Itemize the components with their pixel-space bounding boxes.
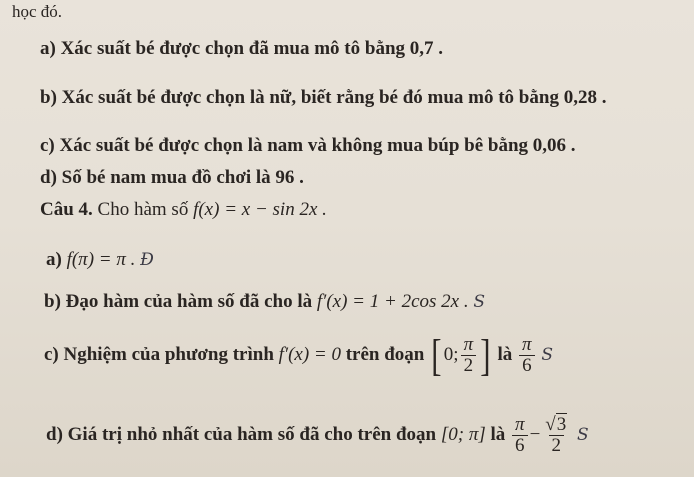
q4-c-answer-fraction [519, 335, 535, 376]
handwritten-mark-c: S [541, 345, 553, 365]
minus-sign: − [529, 424, 541, 445]
item-d [40, 166, 304, 190]
left-bracket: [ [431, 330, 442, 380]
q4-b-label: b) [44, 291, 61, 312]
fraction-numerator: π [463, 334, 474, 356]
item-d-text: Số bé nam mua đồ chơi là 96 . [61, 167, 304, 188]
sqrt-radicand: 3 [556, 414, 567, 436]
fraction-denominator: 2 [461, 355, 477, 376]
fraction-denominator: 2 [549, 435, 565, 456]
item-a-label: a) [40, 38, 56, 59]
fraction-numerator-sqrt [542, 415, 570, 435]
item-b-text: Xác suất bé được chọn là nữ, biết rằng bé đó mua mô tô bằng 0,28 . [61, 87, 607, 108]
handwritten-mark-a: Đ [140, 250, 154, 270]
q4-c-equation: f′(x) = 0 [278, 344, 341, 365]
fraction-denominator: 6 [512, 435, 528, 456]
q4-d-answer-fraction-1 [512, 415, 528, 456]
q4-d-text: Giá trị nhỏ nhất của hàm số đã cho trên đoạn [67, 424, 437, 445]
q4-item-b [44, 290, 485, 314]
question-4-title: Câu 4. [40, 199, 93, 220]
fraction-numerator: π [522, 334, 532, 356]
question-4-function: f(x) = x − sin 2x . [193, 199, 327, 220]
q4-d-interval: [0; π] [440, 424, 486, 445]
sqrt-symbol: √3 [545, 414, 567, 436]
q4-c-interval-fraction [461, 335, 477, 376]
item-b [40, 86, 606, 110]
q4-d-text2: là [490, 424, 506, 445]
q4-d-label: d) [46, 424, 63, 445]
question-4-stem-text: Cho hàm số [97, 199, 189, 220]
q4-c-text2: trên đoạn [345, 344, 425, 365]
top-fragment: học đó. [12, 2, 63, 21]
q4-b-math: f′(x) = 1 + 2cos 2x . [316, 291, 469, 312]
q4-a-label: a) [46, 249, 62, 270]
handwritten-mark-b: S [473, 292, 485, 312]
q4-item-a [46, 248, 154, 272]
fraction-denominator: 6 [519, 355, 535, 376]
item-a-text: Xác suất bé được chọn đã mua mô tô bằng 0,7 . [60, 38, 444, 59]
right-bracket: ] [480, 330, 491, 380]
q4-c-text3: là [497, 344, 513, 365]
q4-item-c [44, 330, 553, 380]
item-c-label: c) [40, 135, 55, 156]
item-a [40, 37, 443, 61]
q4-item-d [46, 411, 589, 459]
q4-a-math: f(π) = π . [66, 249, 136, 270]
item-d-label: d) [40, 167, 57, 188]
item-b-label: b) [40, 87, 57, 108]
handwritten-mark-d: S [576, 425, 589, 445]
q4-c-text: Nghiệm của phương trình [63, 344, 274, 365]
q4-c-label: c) [44, 344, 59, 365]
q4-d-answer-fraction-2 [542, 415, 570, 456]
q4-c-interval-left: 0; [443, 344, 459, 365]
item-c [40, 134, 576, 158]
question-4-stem [40, 198, 327, 222]
q4-b-text: Đạo hàm của hàm số đã cho là [65, 291, 313, 312]
fraction-numerator: π [515, 414, 525, 436]
item-c-text: Xác suất bé được chọn là nam và không mua búp bê bằng 0,06 . [59, 135, 576, 156]
